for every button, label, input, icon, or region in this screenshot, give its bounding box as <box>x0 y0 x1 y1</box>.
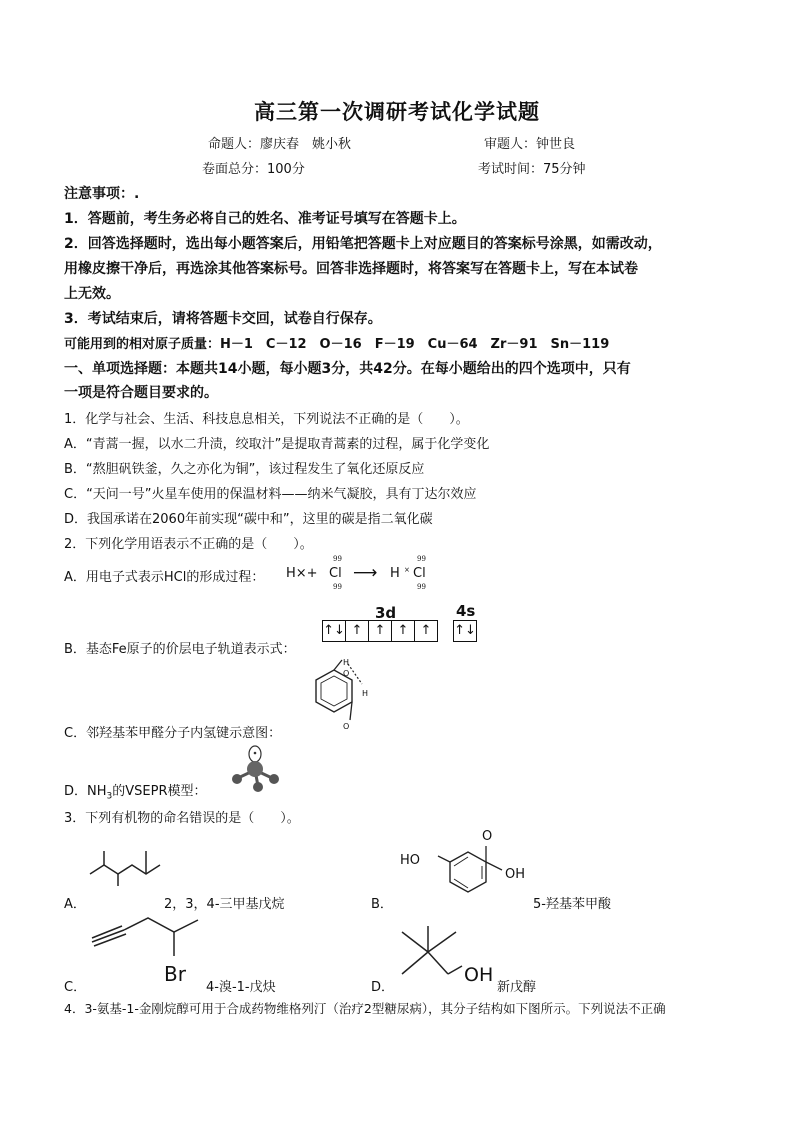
q3-c-structure <box>90 914 200 958</box>
page-title: 高三第一次调研考试化学试题 <box>254 100 540 124</box>
note-2-line-2: 用橡皮擦干净后，再选涂其他答案标号。回答非选择题时，将答案写在答题卡上，写在本试卷 <box>64 261 638 277</box>
author-line: 命题人：廖庆春 姚小秋 <box>208 137 352 152</box>
note-3: 3．考试结束后，请将答题卡交回，试卷自行保存。 <box>64 311 382 327</box>
q3-option-c-name: 4-溴-1-戊炔 <box>206 980 276 995</box>
q2-a-h-plus: H×+ <box>286 566 318 581</box>
q2-a-dots-bottom-2: 99 <box>417 583 426 591</box>
q2-option-a-label: A．用电子式表示HCl的形成过程： <box>64 570 265 585</box>
q2-a-dots-bottom: 99 <box>333 583 342 591</box>
q3-option-b-label: B． <box>371 897 393 912</box>
note-1: 1．答题前，考生务必将自己的姓名、准考证号填写在答题卡上。 <box>64 211 466 227</box>
total-score: 卷面总分：100分 <box>202 162 305 177</box>
q3-option-d-name: 新戊醇 <box>497 980 537 995</box>
q1-option-d: D．我国承诺在2060年前实现“碳中和”，这里的碳是指二氧化碳 <box>64 512 433 527</box>
q3-option-a-label: A． <box>64 897 86 912</box>
notes-heading: 注意事项：. <box>64 186 140 202</box>
orbital-box: ↑ <box>346 621 369 641</box>
exam-time: 考试时间：75分钟 <box>478 162 586 177</box>
note-2-line-3: 上无效。 <box>64 286 120 302</box>
q2-a-cl2: Cl <box>413 566 426 581</box>
section-1-heading-b: 一项是符合题目要求的。 <box>64 385 218 401</box>
q2-d-nh: D．NH <box>64 784 107 799</box>
q4-stem: 4．3-氨基-1-金刚烷醇可用于合成药物维格列汀（治疗2型糖尿病），其分子结构如下图所示。下列说法不正确 <box>64 1001 666 1016</box>
q1-option-b: B．“熬胆矾铁釜，久之亦化为铜”，该过程发生了氧化还原反应 <box>64 462 425 477</box>
q3-d-oh: OH <box>464 964 494 986</box>
q2-a-h2: H <box>390 566 400 581</box>
q3-option-d-label: D． <box>371 980 395 995</box>
q2-a-cl: Cl <box>329 566 342 581</box>
q3-b-o: O <box>482 829 493 844</box>
reviewer-line: 审题人：钟世良 <box>484 137 576 152</box>
q1-option-a: A．“青蒿一握，以水二升渍，绞取汁”是提取青蒿素的过程，属于化学变化 <box>64 437 490 452</box>
q3-d-structure <box>398 926 464 982</box>
q3-stem: 3．下列有机物的命名错误的是（ ）。 <box>64 811 300 826</box>
q3-a-structure <box>88 848 168 888</box>
q2-a-x-mark: × <box>404 566 410 574</box>
nh3-vsepr-model-icon <box>228 744 288 794</box>
q2-a-dots-top-2: 99 <box>417 555 426 563</box>
q2-d-rest: 的VSEPR模型： <box>112 784 207 799</box>
orbital-box: ↑ <box>420 623 432 638</box>
orbital-box: ↑ <box>392 621 415 641</box>
q2-a-dots-top: 99 <box>333 555 342 563</box>
orbital-box: ↑↓ <box>323 621 346 641</box>
q2-c-h-right: H <box>362 689 369 698</box>
orbital-box: ↑↓ <box>454 623 476 638</box>
q2-c-h-top: H <box>343 658 350 667</box>
q2-b-3d-orbitals <box>322 620 438 642</box>
q1-option-c: C．“天问一号”火星车使用的保温材料——纳米气凝胶，具有丁达尔效应 <box>64 487 477 502</box>
q3-b-oh: OH <box>505 867 526 882</box>
q2-d-sub: 3 <box>106 791 113 802</box>
note-2-line-1: 2．回答选择题时，选出每小题答案后，用铅笔把答题卡上对应题目的答案标号涂黑，如需改动， <box>64 236 662 252</box>
section-1-heading-a: 一、单项选择题：本题共14小题，每小题3分，共42分。在每小题给出的四个选项中，只有 <box>64 361 631 377</box>
q2-option-c-label: C．邻羟基苯甲醛分子内氢键示意图： <box>64 726 282 741</box>
q2-c-o-top: O <box>343 669 350 678</box>
q2-a-arrow: ⟶ <box>353 563 378 583</box>
q3-c-br: Br <box>164 962 186 986</box>
q2-b-3d-label: 3d <box>375 604 397 622</box>
q1-stem: 1．化学与社会、生活、科技息息相关，下列说法不正确的是（ ）。 <box>64 412 469 427</box>
q2-c-o-bottom: O <box>343 722 350 731</box>
q3-b-ho: HO <box>400 853 421 868</box>
q2-option-d-label <box>64 780 206 802</box>
orbital-box: ↑ <box>369 621 392 641</box>
q3-option-a-name: 2，3，4-三甲基戊烷 <box>164 897 285 912</box>
q3-option-c-label: C． <box>64 980 87 995</box>
q2-option-b-label: B．基态Fe原子的价层电子轨道表示式： <box>64 642 296 657</box>
q3-option-b-name: 5-羟基苯甲酸 <box>533 897 611 912</box>
q2-stem: 2．下列化学用语表示不正确的是（ ）。 <box>64 537 313 552</box>
q2-b-4s-orbital <box>453 620 477 642</box>
atomic-masses: 可能用到的相对原子质量：H－1 C－12 O－16 F－19 Cu－64 Zr－91 Sn－119 <box>64 337 610 352</box>
q2-b-4s-label: 4s <box>456 602 476 620</box>
